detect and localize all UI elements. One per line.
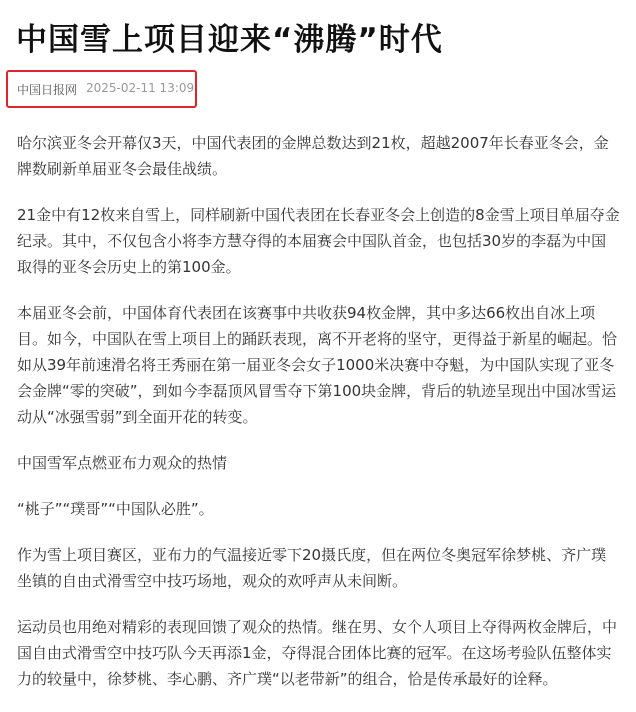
publish-time: 2025-02-11 13:09 <box>86 81 195 95</box>
article-body <box>17 130 621 712</box>
paragraph: 本届亚冬会前，中国体育代表团在该赛事中共收获94枚金牌，其中多达66枚出自冰上项目。如今，中国队在雪上项目上的踊跃表现，离不开老将的坚守，更得益于新星的崛起。恰如从39年前速滑名将王秀丽在第一届亚冬会女子1000米决赛中夺魁，为中国队实现了亚冬会金牌“零的突破”，到如今李磊顶风冒雪夺下第100块金牌，背后的轨迹呈现出中国冰雪运动从“冰强雪弱”到全面开花的转变。 <box>17 304 618 426</box>
paragraph: 21金中有12枚来自雪上，同样刷新中国代表团在长春亚冬会上创造的8金雪上项目单届夺金纪录。其中，不仅包含小将李方慧夺得的本届赛会中国队首金，也包括30岁的李磊为中国取得的亚冬会历史上的第100金。 <box>17 206 620 276</box>
source-name[interactable]: 中国日报网 <box>17 83 78 97</box>
paragraph: 作为雪上项目赛区，亚布力的气温接近零下20摄氏度，但在两位冬奥冠军徐梦桃、齐广璞坐镇的自由式滑雪空中技巧场地，观众的欢呼声从未间断。 <box>17 546 607 590</box>
paragraph: “桃子”“璞哥”“中国队必胜”。 <box>17 500 214 518</box>
paragraph: 哈尔滨亚冬会开幕仅3天，中国代表团的金牌总数达到21枚，超越2007年长春亚冬会，金牌数刷新单届亚冬会最佳战绩。 <box>17 134 609 178</box>
paragraph: 运动员也用绝对精彩的表现回馈了观众的热情。继在男、女个人项目上夺得两枚金牌后，中国自由式滑雪空中技巧队今天再添1金，夺得混合团体比赛的冠军。在这场考验队伍整体实力的较量中，徐梦桃、李心鹏、齐广璞“以老带新”的组合，恰是传承最好的诠释。 <box>17 618 618 688</box>
page-title: 中国雪上项目迎来“沸腾”时代 <box>16 22 443 58</box>
section-heading: 中国雪军点燃亚布力观众的热情 <box>17 454 228 472</box>
